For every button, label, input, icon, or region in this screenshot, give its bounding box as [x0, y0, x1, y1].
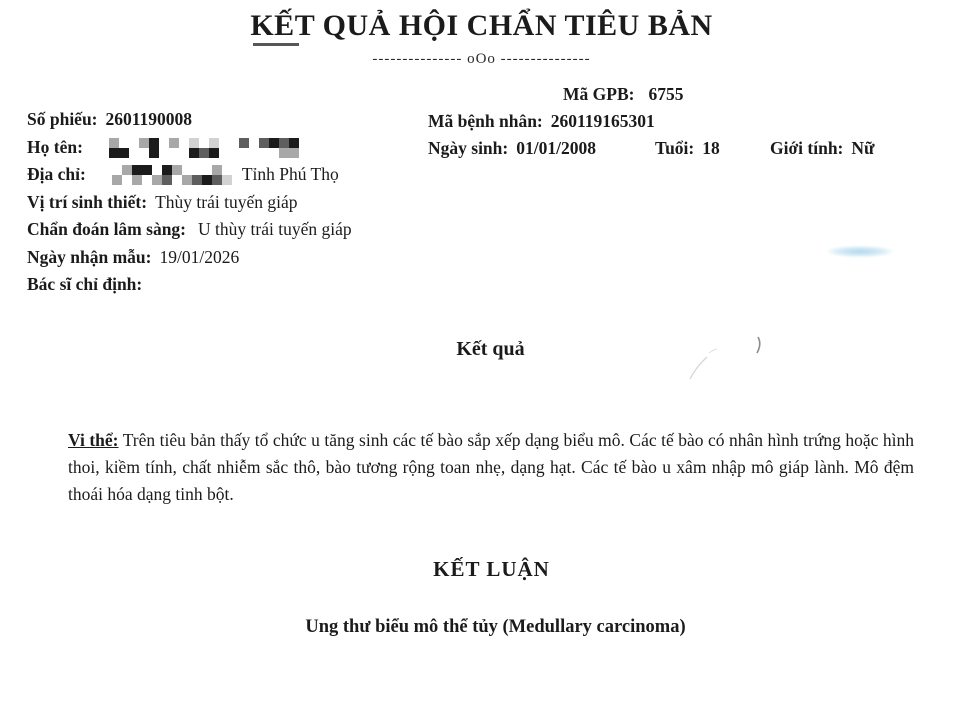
field-ma-benh-nhan: [428, 111, 655, 131]
field-label: Tuổi:: [655, 138, 695, 158]
conclusion-heading: KẾT LUẬN: [433, 557, 550, 581]
field-ngay-nhan-mau: [27, 247, 239, 267]
field-label: Số phiếu:: [27, 109, 98, 129]
document-title: KẾT QUẢ HỘI CHẨN TIÊU BẢN: [250, 9, 713, 42]
field-label: Vị trí sinh thiết:: [27, 192, 148, 212]
redacted-address: [112, 165, 232, 185]
microscopic-description: [68, 427, 914, 508]
scan-artifact-blue-smudge: [827, 246, 893, 257]
field-value: 2601190008: [105, 109, 193, 129]
field-value: Nữ: [851, 138, 875, 158]
field-tuoi: [655, 138, 720, 158]
field-value: 260119165301: [550, 111, 655, 131]
field-value: 19/01/2026: [159, 247, 240, 267]
field-value: Thùy trái tuyến giáp: [155, 192, 298, 212]
micro-label: Vi thể:: [68, 430, 119, 450]
field-label: Ngày nhận mẫu:: [27, 247, 152, 267]
field-ho-ten: [27, 137, 299, 158]
field-label: Mã GPB:: [563, 84, 635, 104]
result-heading: Kết quả: [456, 338, 525, 360]
redacted-patient-name: [109, 138, 299, 158]
field-ngay-sinh: [428, 138, 596, 158]
micro-text: Trên tiêu bản thấy tổ chức u tăng sinh các tế bào sắp xếp dạng biểu mô. Các tế bào có nhân hình trứng hoặc hình thoi, kiềm tính, chất nhiễm sắc thô, bào tương rộng toan nhẹ, dạng hạt. Các tế bào u xâm nhập mô giáp lành. Mô đệm thoái hóa dạng tinh bột.: [68, 430, 914, 504]
field-label: Ngày sinh:: [428, 138, 509, 158]
field-label: Giới tính:: [770, 138, 844, 158]
field-label: Chẩn đoán lâm sàng:: [27, 219, 187, 239]
field-label: Bác sĩ chỉ định:: [27, 274, 143, 294]
field-label: Mã bệnh nhân:: [428, 111, 543, 131]
field-ma-gpb: [563, 84, 683, 104]
field-dia-chi: [27, 164, 339, 185]
field-so-phieu: [27, 109, 192, 129]
field-value: 18: [702, 138, 720, 158]
field-label: Địa chỉ:: [27, 164, 86, 184]
field-vi-tri-sinh-thiet: [27, 192, 297, 212]
field-value: U thùy trái tuyến giáp: [198, 219, 352, 239]
field-bac-si-chi-dinh: [27, 274, 150, 294]
title-divider: --------------- oOo ---------------: [372, 51, 591, 67]
field-chan-doan-lam-sang: [27, 219, 352, 239]
field-gioi-tinh: [770, 138, 875, 158]
scan-artifact-title-mark: [253, 43, 299, 46]
field-value-visible: Tỉnh Phú Thọ: [241, 164, 339, 184]
conclusion-text: Ung thư biểu mô thể tủy (Medullary carcinoma): [305, 617, 686, 637]
field-value: 01/01/2008: [516, 138, 596, 158]
field-value: 6755: [648, 84, 684, 104]
field-label: Họ tên:: [27, 137, 83, 157]
